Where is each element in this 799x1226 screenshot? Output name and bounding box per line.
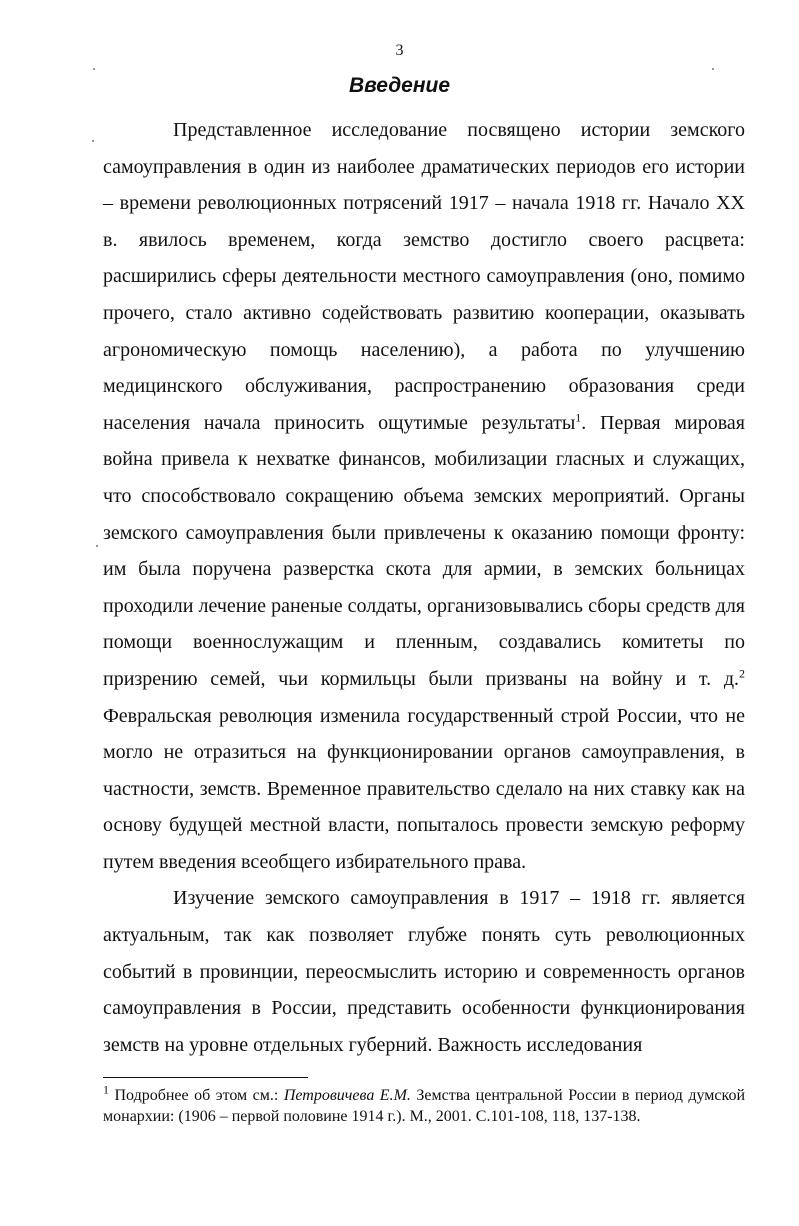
scan-speck xyxy=(96,545,98,547)
footnote-marker-2: 2 xyxy=(739,666,745,681)
footnote-author: Петровичева Е.М. xyxy=(283,1087,411,1104)
footnote-marker-1: 1 xyxy=(575,410,582,425)
paragraph-1-text-middle: . Первая мировая война привела к нехватке финансов, мобилизации гласных и служащих, что способствовало сокращению объема земских мероприятий. Органы земского самоуправления были привлечены к оказанию помощи фронту: им была поручена разверстка скота для армии, в земских больницах проходили лечение раненые солдаты, организовывались сборы средств для помощи военнослужащим и пленным, создавались комитеты по призрению семей, чьи кормильцы были призваны на войну и т. д. xyxy=(103,411,745,690)
footnote-separator xyxy=(103,1077,308,1078)
footnote xyxy=(103,1082,746,1127)
footnote-number: 1 xyxy=(103,1082,109,1097)
scan-speck xyxy=(92,140,94,142)
paragraph-1-text-start: Представленное исследование посвящено истории земского самоуправления в один из наиболее драматических периодов его истории – времени революционных потрясений 1917 – начала 1918 гг. Начало XX в. явилось временем, когда земство достигло своего расцвета: расширились сферы деятельности местного самоуправления (оно, помимо прочего, стало активно содействовать развитию кооперации, оказывать агрономическую помощь населению), а работа по улучшению медицинского обслуживания, распространению образования среди населения начала приносить ощутимые результаты xyxy=(103,119,745,434)
scan-speck xyxy=(93,68,95,70)
page-number: 3 xyxy=(395,42,404,59)
paragraph-1 xyxy=(103,112,745,880)
body-text xyxy=(103,112,745,1063)
paragraph-2: Изучение земского самоуправления в 1917 – 1918 гг. является актуальным, так как позволяет глубже понять суть революционных событий в провинции, переосмыслить историю и современность органов самоуправления в России, представить особенности функционирования земств на уровне отдельных губерний. Важность исследования xyxy=(103,887,745,1056)
footnote-text-start: Подробнее об этом см.: xyxy=(109,1087,284,1104)
paragraph-1-text-end: Февральская революция изменила государственный строй России, что не могло не отразиться на функционировании органов самоуправления, в частности, земств. Временное правительство сделало на них ставку как на основу будущей местной власти, попыталось провести земскую реформу путем введения всеобщего избирательного права. xyxy=(103,704,745,873)
footnote-text-end: Земства центральной России в период думской монархии: (1906 – первой половине 1914 г.). М., 2001. С.101-108, 118, 137-138. xyxy=(103,1087,746,1125)
section-heading: Введение xyxy=(348,74,451,97)
scan-speck xyxy=(712,68,714,70)
